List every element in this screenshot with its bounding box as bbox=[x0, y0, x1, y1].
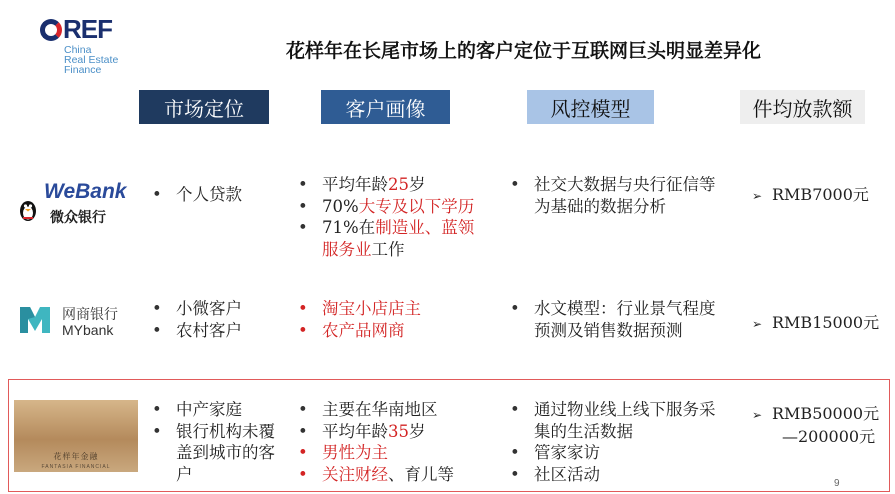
list-item: • 主要在华南地区 bbox=[296, 399, 506, 421]
arrow-bullet-icon: ➢ bbox=[752, 317, 763, 331]
webank-positioning bbox=[150, 184, 280, 206]
mybank-m-icon bbox=[18, 305, 52, 335]
webank-amount: ➢ RMB7000元 bbox=[752, 184, 869, 207]
cref-logo bbox=[40, 14, 150, 86]
list-item: • 社交大数据与央行征信等为基础的数据分析 bbox=[508, 174, 716, 217]
mybank-profile bbox=[296, 298, 506, 341]
list-item: • 男性为主 bbox=[296, 442, 506, 464]
list-item: • 71%在制造业、蓝领 服务业工作 bbox=[296, 217, 506, 260]
fantasia-logo bbox=[14, 400, 138, 472]
list-item: • 平均年龄35岁 bbox=[296, 421, 506, 443]
webank-name-cn: 微众银行 bbox=[50, 210, 106, 226]
mybank-logo bbox=[14, 300, 138, 342]
list-item: • 社区活动 bbox=[508, 464, 716, 486]
list-item: • 水文模型：行业景气程度预测及销售数据预测 bbox=[508, 298, 716, 341]
header-risk-model: 风控模型 bbox=[527, 90, 654, 124]
header-customer-profile: 客户画像 bbox=[321, 90, 450, 124]
list-item: • 银行机构未覆盖到城市的客户 bbox=[150, 421, 284, 486]
penguin-icon bbox=[18, 198, 38, 222]
list-item: • 农村客户 bbox=[150, 320, 285, 342]
fantasia-risk-model bbox=[508, 399, 716, 485]
list-item: • 淘宝小店店主 bbox=[296, 298, 506, 320]
fantasia-positioning bbox=[150, 399, 284, 485]
list-item: • 平均年龄25岁 bbox=[296, 174, 506, 196]
list-item: • 个人贷款 bbox=[150, 184, 280, 206]
mybank-amount: ➢ RMB15000元 bbox=[752, 312, 879, 335]
arrow-bullet-icon: ➢ bbox=[752, 189, 763, 203]
fantasia-name-cn: 花样年金融 bbox=[53, 452, 99, 461]
arrow-bullet-icon: ➢ bbox=[752, 408, 763, 422]
webank-profile bbox=[296, 174, 506, 260]
header-avg-loan-amount: 件均放款额 bbox=[740, 90, 865, 124]
header-market-positioning: 市场定位 bbox=[139, 90, 269, 124]
list-item: • 关注财经、育儿等 bbox=[296, 464, 506, 486]
list-item: • 小微客户 bbox=[150, 298, 285, 320]
fantasia-name-en: FANTASIA FINANCIAL bbox=[41, 464, 111, 470]
page-number: 9 bbox=[834, 478, 840, 489]
cref-logo-c-icon bbox=[40, 19, 62, 41]
list-item: • 农产品网商 bbox=[296, 320, 506, 342]
fantasia-amount: ➢ RMB50000元 —200000元 bbox=[752, 404, 880, 446]
list-item: • 70%大专及以下学历 bbox=[296, 196, 506, 218]
slide-title: 花样年在长尾市场上的客户定位于互联网巨头明显差异化 bbox=[286, 40, 762, 62]
mybank-name-cn: 网商银行 bbox=[62, 307, 118, 323]
webank-logo bbox=[14, 180, 138, 228]
mybank-name-en: MYbank bbox=[62, 322, 114, 338]
list-item: • 通过物业线上线下服务采集的生活数据 bbox=[508, 399, 716, 442]
mybank-risk-model bbox=[508, 298, 716, 341]
mybank-positioning bbox=[150, 298, 285, 341]
cref-logo-sub: China Real Estate Finance bbox=[64, 44, 119, 76]
webank-name-en: WeBank bbox=[44, 180, 127, 203]
list-item: • 中产家庭 bbox=[150, 399, 284, 421]
cref-logo-mark: REF bbox=[40, 14, 150, 45]
list-item: • 管家家访 bbox=[508, 442, 716, 464]
fantasia-profile bbox=[296, 399, 506, 485]
webank-risk-model bbox=[508, 174, 716, 217]
